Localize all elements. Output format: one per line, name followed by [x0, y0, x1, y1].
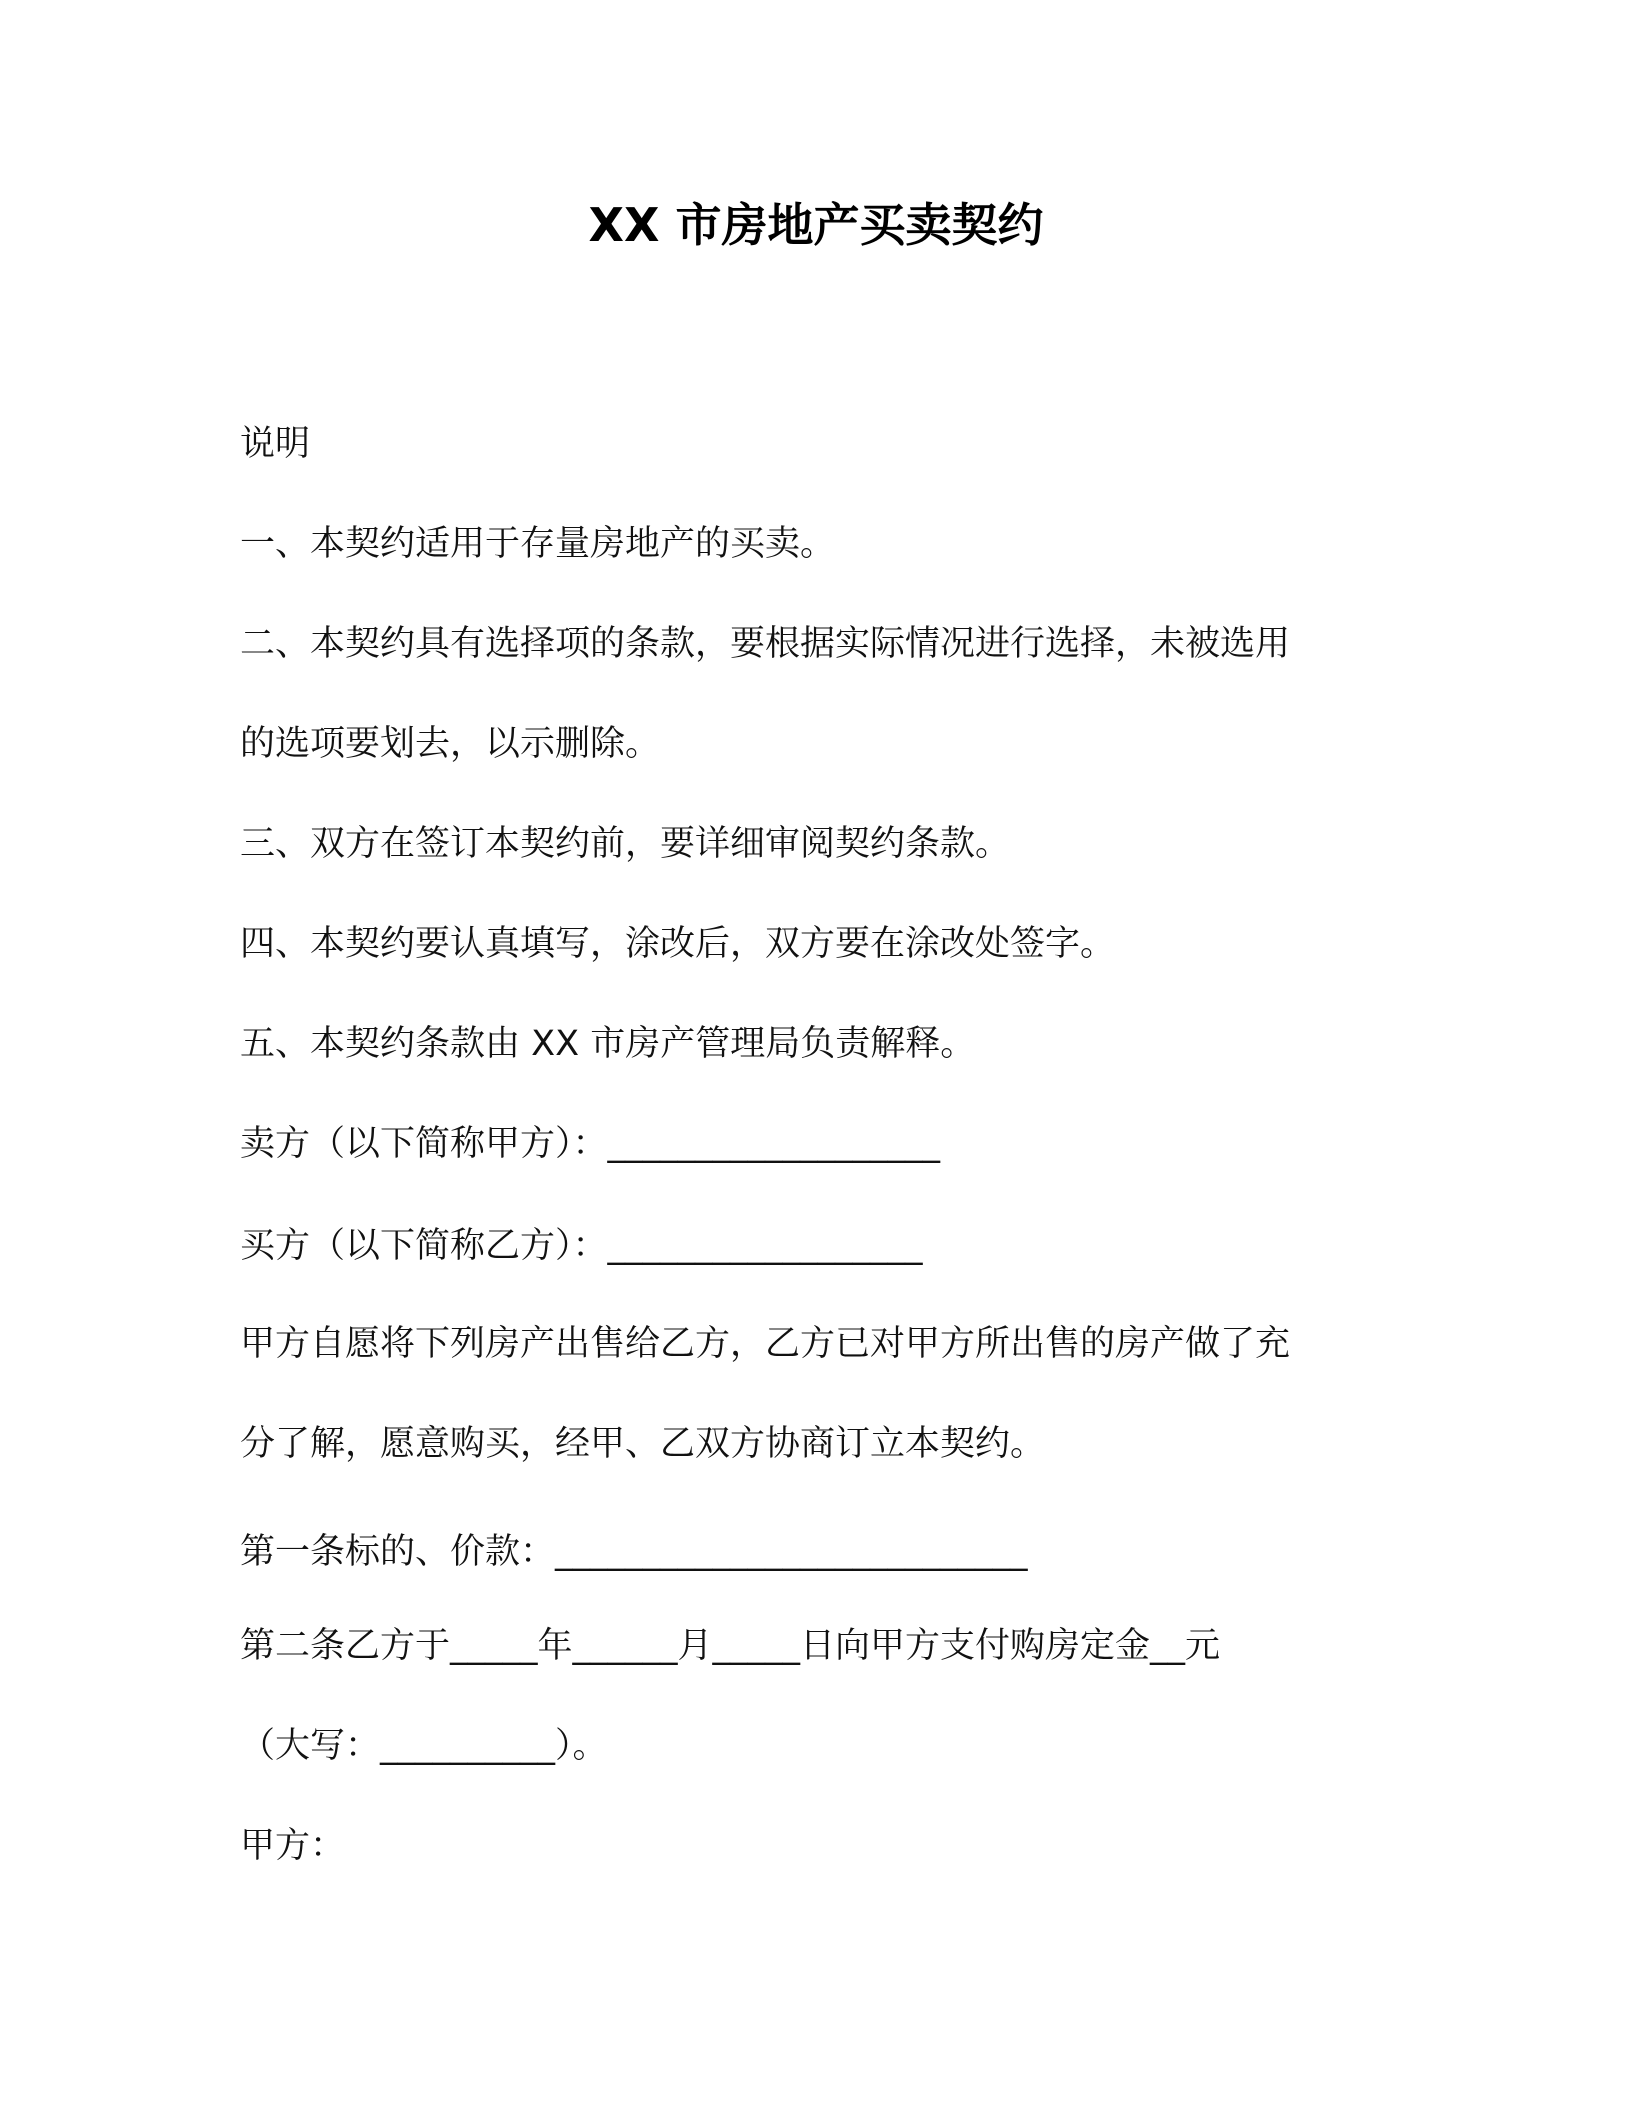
article-1-subject-price: 第一条标的、价款：___________________________ [240, 1532, 1028, 1572]
agreement-paragraph: 甲方自愿将下列房产出售给乙方，乙方已对甲方所出售的房产做了充 [240, 1324, 1291, 1364]
party-a-signature-label: 甲方： [240, 1826, 346, 1866]
buyer-field: 买方（以下简称乙方）：__________________ [240, 1226, 923, 1266]
agreement-paragraph-continued: 分了解，愿意购买，经甲、乙双方协商订立本契约。 [240, 1424, 1046, 1464]
section-heading-instructions: 说明 [240, 424, 311, 464]
instruction-item-2: 二、本契约具有选择项的条款，要根据实际情况进行选择，未被选用 [240, 624, 1291, 664]
instruction-item-1: 一、本契约适用于存量房地产的买卖。 [240, 524, 836, 564]
instruction-item-3: 三、双方在签订本契约前，要详细审阅契约条款。 [240, 824, 1011, 864]
instruction-item-5: 五、本契约条款由 XX 市房产管理局负责解释。 [240, 1024, 976, 1064]
instruction-item-4: 四、本契约要认真填写，涂改后，双方要在涂改处签字。 [240, 924, 1116, 964]
article-2-deposit-in-words: （大写：__________）。 [240, 1726, 608, 1766]
article-2-deposit: 第二条乙方于_____年______月_____日向甲方支付购房定金__元 [240, 1626, 1221, 1666]
seller-field: 卖方（以下简称甲方）：___________________ [240, 1124, 941, 1164]
instruction-item-2-continued: 的选项要划去，以示删除。 [240, 724, 661, 764]
document-title: XX 市房地产买卖契约 [588, 198, 1044, 252]
